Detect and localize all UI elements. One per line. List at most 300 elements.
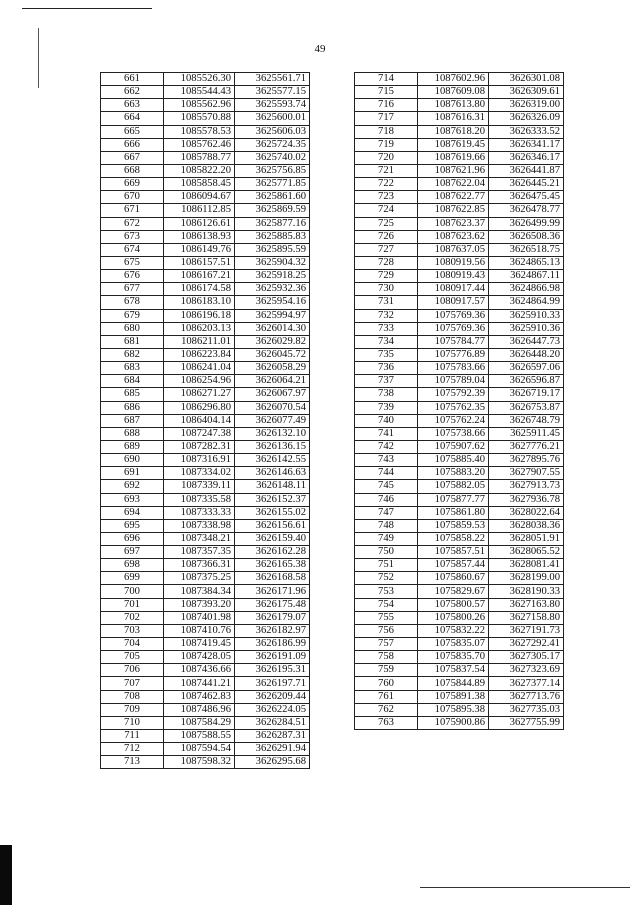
x-coordinate-cell: 1080917.57: [418, 296, 489, 309]
table-row: [101, 348, 310, 361]
table-row: [355, 703, 564, 716]
x-coordinate-cell: 1086196.18: [164, 309, 235, 322]
y-coordinate-cell: 3628199.00: [489, 572, 564, 585]
x-coordinate-cell: 1087316.91: [164, 454, 235, 467]
y-coordinate-cell: 3626168.58: [235, 572, 310, 585]
x-coordinate-cell: 1087609.08: [418, 86, 489, 99]
x-coordinate-cell: 1087588.55: [164, 730, 235, 743]
x-coordinate-cell: 1085788.77: [164, 151, 235, 164]
point-number-cell: 663: [101, 99, 164, 112]
x-coordinate-cell: 1075776.89: [418, 348, 489, 361]
table-row: [355, 480, 564, 493]
x-coordinate-cell: 1087428.05: [164, 651, 235, 664]
x-coordinate-cell: 1087334.02: [164, 467, 235, 480]
point-number-cell: 673: [101, 230, 164, 243]
x-coordinate-cell: 1087410.76: [164, 624, 235, 637]
table-row: [101, 230, 310, 243]
table-row: [355, 217, 564, 230]
table-row: [355, 73, 564, 86]
y-coordinate-cell: 3625910.36: [489, 322, 564, 335]
point-number-cell: 738: [355, 388, 418, 401]
point-number-cell: 730: [355, 283, 418, 296]
point-number-cell: 731: [355, 296, 418, 309]
y-coordinate-cell: 3626748.79: [489, 414, 564, 427]
x-coordinate-cell: 1087594.54: [164, 743, 235, 756]
table-row: [101, 204, 310, 217]
point-number-cell: 717: [355, 112, 418, 125]
y-coordinate-cell: 3626159.40: [235, 532, 310, 545]
table-row: [101, 493, 310, 506]
x-coordinate-cell: 1087623.37: [418, 217, 489, 230]
table-row: [101, 730, 310, 743]
x-coordinate-cell: 1075861.80: [418, 506, 489, 519]
x-coordinate-cell: 1085570.88: [164, 112, 235, 125]
y-coordinate-cell: 3627292.41: [489, 638, 564, 651]
x-coordinate-cell: 1086167.21: [164, 270, 235, 283]
x-coordinate-cell: 1075882.05: [418, 480, 489, 493]
x-coordinate-cell: 1085762.46: [164, 138, 235, 151]
y-coordinate-cell: 3624865.13: [489, 256, 564, 269]
x-coordinate-cell: 1087419.45: [164, 638, 235, 651]
point-number-cell: 720: [355, 151, 418, 164]
y-coordinate-cell: 3626518.75: [489, 243, 564, 256]
table-row: [101, 440, 310, 453]
y-coordinate-cell: 3626136.15: [235, 440, 310, 453]
y-coordinate-cell: 3626070.54: [235, 401, 310, 414]
table-row: [355, 204, 564, 217]
point-number-cell: 750: [355, 546, 418, 559]
x-coordinate-cell: 1087486.96: [164, 703, 235, 716]
x-coordinate-cell: 1086254.96: [164, 375, 235, 388]
y-coordinate-cell: 3626146.63: [235, 467, 310, 480]
table-row: [101, 454, 310, 467]
point-number-cell: 740: [355, 414, 418, 427]
point-number-cell: 706: [101, 664, 164, 677]
y-coordinate-cell: 3626064.21: [235, 375, 310, 388]
table-row: [355, 598, 564, 611]
x-coordinate-cell: 1086094.67: [164, 191, 235, 204]
x-coordinate-cell: 1087333.33: [164, 506, 235, 519]
table-row: [355, 532, 564, 545]
bottom-rule: [420, 887, 630, 888]
y-coordinate-cell: 3625771.85: [235, 178, 310, 191]
coordinates-table-right: [354, 72, 564, 730]
table-row: [101, 401, 310, 414]
x-coordinate-cell: 1085562.96: [164, 99, 235, 112]
point-number-cell: 754: [355, 598, 418, 611]
point-number-cell: 727: [355, 243, 418, 256]
point-number-cell: 668: [101, 164, 164, 177]
table-row: [101, 703, 310, 716]
x-coordinate-cell: 1087357.35: [164, 546, 235, 559]
table-row: [101, 375, 310, 388]
point-number-cell: 686: [101, 401, 164, 414]
x-coordinate-cell: 1075844.89: [418, 677, 489, 690]
point-number-cell: 697: [101, 546, 164, 559]
x-coordinate-cell: 1086271.27: [164, 388, 235, 401]
x-coordinate-cell: 1087338.98: [164, 519, 235, 532]
y-coordinate-cell: 3625904.32: [235, 256, 310, 269]
table-row: [355, 690, 564, 703]
y-coordinate-cell: 3627323.69: [489, 664, 564, 677]
table-row: [355, 572, 564, 585]
table-row: [101, 716, 310, 729]
point-number-cell: 680: [101, 322, 164, 335]
y-coordinate-cell: 3625918.25: [235, 270, 310, 283]
y-coordinate-cell: 3625861.60: [235, 191, 310, 204]
y-coordinate-cell: 3626162.28: [235, 546, 310, 559]
table-row: [101, 178, 310, 191]
x-coordinate-cell: 1075762.24: [418, 414, 489, 427]
point-number-cell: 683: [101, 362, 164, 375]
table-row: [101, 572, 310, 585]
point-number-cell: 716: [355, 99, 418, 112]
y-coordinate-cell: 3627713.76: [489, 690, 564, 703]
x-coordinate-cell: 1075783.66: [418, 362, 489, 375]
point-number-cell: 736: [355, 362, 418, 375]
y-coordinate-cell: 3626508.36: [489, 230, 564, 243]
y-coordinate-cell: 3625740.02: [235, 151, 310, 164]
point-number-cell: 751: [355, 559, 418, 572]
point-number-cell: 714: [355, 73, 418, 86]
table-row: [355, 178, 564, 191]
table-row: [355, 375, 564, 388]
y-coordinate-cell: 3626309.61: [489, 86, 564, 99]
point-number-cell: 742: [355, 440, 418, 453]
point-number-cell: 734: [355, 335, 418, 348]
y-coordinate-cell: 3625954.16: [235, 296, 310, 309]
y-coordinate-cell: 3626209.44: [235, 690, 310, 703]
table-row: [101, 638, 310, 651]
x-coordinate-cell: 1087441.21: [164, 677, 235, 690]
x-coordinate-cell: 1075891.38: [418, 690, 489, 703]
table-row: [355, 348, 564, 361]
y-coordinate-cell: 3626448.20: [489, 348, 564, 361]
table-row: [101, 335, 310, 348]
y-coordinate-cell: 3626346.17: [489, 151, 564, 164]
point-number-cell: 748: [355, 519, 418, 532]
point-number-cell: 693: [101, 493, 164, 506]
x-coordinate-cell: 1086404.14: [164, 414, 235, 427]
x-coordinate-cell: 1087622.85: [418, 204, 489, 217]
table-row: [355, 322, 564, 335]
table-row: [101, 86, 310, 99]
table-row: [101, 296, 310, 309]
point-number-cell: 698: [101, 559, 164, 572]
y-coordinate-cell: 3626175.48: [235, 598, 310, 611]
table-row: [101, 546, 310, 559]
table-row: [355, 151, 564, 164]
y-coordinate-cell: 3627158.80: [489, 611, 564, 624]
x-coordinate-cell: 1075835.70: [418, 651, 489, 664]
point-number-cell: 749: [355, 532, 418, 545]
y-coordinate-cell: 3626182.97: [235, 624, 310, 637]
x-coordinate-cell: 1075784.77: [418, 335, 489, 348]
table-row: [355, 362, 564, 375]
x-coordinate-cell: 1087637.05: [418, 243, 489, 256]
y-coordinate-cell: 3626719.17: [489, 388, 564, 401]
point-number-cell: 732: [355, 309, 418, 322]
table-row: [101, 756, 310, 769]
table-row: [355, 125, 564, 138]
table-row: [355, 519, 564, 532]
y-coordinate-cell: 3625606.03: [235, 125, 310, 138]
y-coordinate-cell: 3626753.87: [489, 401, 564, 414]
table-row: [355, 243, 564, 256]
y-coordinate-cell: 3626445.21: [489, 178, 564, 191]
x-coordinate-cell: 1087623.62: [418, 230, 489, 243]
table-row: [355, 309, 564, 322]
point-number-cell: 746: [355, 493, 418, 506]
y-coordinate-cell: 3625756.85: [235, 164, 310, 177]
y-coordinate-cell: 3626179.07: [235, 611, 310, 624]
y-coordinate-cell: 3626132.10: [235, 427, 310, 440]
point-number-cell: 672: [101, 217, 164, 230]
point-number-cell: 671: [101, 204, 164, 217]
point-number-cell: 725: [355, 217, 418, 230]
point-number-cell: 670: [101, 191, 164, 204]
table-row: [101, 138, 310, 151]
x-coordinate-cell: 1087401.98: [164, 611, 235, 624]
y-coordinate-cell: 3626475.45: [489, 191, 564, 204]
x-coordinate-cell: 1087616.31: [418, 112, 489, 125]
y-coordinate-cell: 3628190.33: [489, 585, 564, 598]
x-coordinate-cell: 1086174.58: [164, 283, 235, 296]
y-coordinate-cell: 3626341.17: [489, 138, 564, 151]
table-row: [355, 112, 564, 125]
x-coordinate-cell: 1085858.45: [164, 178, 235, 191]
table-row: [101, 427, 310, 440]
point-number-cell: 711: [101, 730, 164, 743]
table-row: [101, 151, 310, 164]
y-coordinate-cell: 3628081.41: [489, 559, 564, 572]
y-coordinate-cell: 3627776.21: [489, 440, 564, 453]
table-row: [101, 480, 310, 493]
table-row: [355, 506, 564, 519]
table-row: [355, 677, 564, 690]
y-coordinate-cell: 3627913.73: [489, 480, 564, 493]
y-coordinate-cell: 3626045.72: [235, 348, 310, 361]
table-row: [101, 467, 310, 480]
point-number-cell: 687: [101, 414, 164, 427]
table-row: [355, 414, 564, 427]
table-row: [355, 335, 564, 348]
y-coordinate-cell: 3626597.06: [489, 362, 564, 375]
table-row: [355, 283, 564, 296]
point-number-cell: 684: [101, 375, 164, 388]
table-row: [101, 283, 310, 296]
point-number-cell: 709: [101, 703, 164, 716]
y-coordinate-cell: 3626156.61: [235, 519, 310, 532]
y-coordinate-cell: 3625869.59: [235, 204, 310, 217]
point-number-cell: 689: [101, 440, 164, 453]
x-coordinate-cell: 1085526.30: [164, 73, 235, 86]
point-number-cell: 677: [101, 283, 164, 296]
point-number-cell: 666: [101, 138, 164, 151]
table-row: [101, 388, 310, 401]
point-number-cell: 692: [101, 480, 164, 493]
point-number-cell: 729: [355, 270, 418, 283]
y-coordinate-cell: 3625911.45: [489, 427, 564, 440]
table-row: [101, 99, 310, 112]
x-coordinate-cell: 1086211.01: [164, 335, 235, 348]
y-coordinate-cell: 3626029.82: [235, 335, 310, 348]
y-coordinate-cell: 3624866.98: [489, 283, 564, 296]
x-coordinate-cell: 1075859.53: [418, 519, 489, 532]
point-number-cell: 665: [101, 125, 164, 138]
point-number-cell: 688: [101, 427, 164, 440]
table-row: [355, 191, 564, 204]
x-coordinate-cell: 1087462.83: [164, 690, 235, 703]
x-coordinate-cell: 1087436.66: [164, 664, 235, 677]
point-number-cell: 759: [355, 664, 418, 677]
point-number-cell: 761: [355, 690, 418, 703]
point-number-cell: 690: [101, 454, 164, 467]
y-coordinate-cell: 3626287.31: [235, 730, 310, 743]
coordinates-table-left: [100, 72, 310, 769]
point-number-cell: 735: [355, 348, 418, 361]
point-number-cell: 728: [355, 256, 418, 269]
point-number-cell: 701: [101, 598, 164, 611]
table-row: [355, 99, 564, 112]
x-coordinate-cell: 1086296.80: [164, 401, 235, 414]
table-row: [101, 559, 310, 572]
y-coordinate-cell: 3626326.09: [489, 112, 564, 125]
table-row: [101, 256, 310, 269]
table-row: [355, 454, 564, 467]
x-coordinate-cell: 1087366.31: [164, 559, 235, 572]
x-coordinate-cell: 1075885.40: [418, 454, 489, 467]
table-row: [101, 651, 310, 664]
x-coordinate-cell: 1086112.85: [164, 204, 235, 217]
table-row: [101, 690, 310, 703]
point-number-cell: 682: [101, 348, 164, 361]
point-number-cell: 704: [101, 638, 164, 651]
point-number-cell: 667: [101, 151, 164, 164]
table-row: [101, 519, 310, 532]
table-row: [101, 217, 310, 230]
table-row: [355, 138, 564, 151]
point-number-cell: 762: [355, 703, 418, 716]
table-row: [101, 506, 310, 519]
x-coordinate-cell: 1087619.45: [418, 138, 489, 151]
point-number-cell: 691: [101, 467, 164, 480]
x-coordinate-cell: 1075883.20: [418, 467, 489, 480]
y-coordinate-cell: 3625724.35: [235, 138, 310, 151]
point-number-cell: 757: [355, 638, 418, 651]
y-coordinate-cell: 3627755.99: [489, 716, 564, 729]
table-row: [101, 112, 310, 125]
point-number-cell: 676: [101, 270, 164, 283]
point-number-cell: 721: [355, 164, 418, 177]
table-row: [355, 493, 564, 506]
table-row: [101, 611, 310, 624]
y-coordinate-cell: 3627191.73: [489, 624, 564, 637]
x-coordinate-cell: 1086138.93: [164, 230, 235, 243]
table-row: [101, 664, 310, 677]
x-coordinate-cell: 1087584.29: [164, 716, 235, 729]
x-coordinate-cell: 1087247.38: [164, 427, 235, 440]
x-coordinate-cell: 1075789.04: [418, 375, 489, 388]
table-row: [355, 651, 564, 664]
x-coordinate-cell: 1087619.66: [418, 151, 489, 164]
table-row: [355, 585, 564, 598]
point-number-cell: 747: [355, 506, 418, 519]
x-coordinate-cell: 1087598.32: [164, 756, 235, 769]
point-number-cell: 674: [101, 243, 164, 256]
x-coordinate-cell: 1087393.20: [164, 598, 235, 611]
table-row: [101, 585, 310, 598]
table-row: [355, 296, 564, 309]
table-row: [101, 270, 310, 283]
x-coordinate-cell: 1075792.39: [418, 388, 489, 401]
y-coordinate-cell: 3626186.99: [235, 638, 310, 651]
y-coordinate-cell: 3624864.99: [489, 296, 564, 309]
x-coordinate-cell: 1086203.13: [164, 322, 235, 335]
x-coordinate-cell: 1087282.31: [164, 440, 235, 453]
point-number-cell: 752: [355, 572, 418, 585]
binding-mark: [38, 28, 39, 88]
y-coordinate-cell: 3625895.59: [235, 243, 310, 256]
point-number-cell: 724: [355, 204, 418, 217]
y-coordinate-cell: 3626284.51: [235, 716, 310, 729]
table-row: [355, 467, 564, 480]
y-coordinate-cell: 3626499.99: [489, 217, 564, 230]
y-coordinate-cell: 3625577.15: [235, 86, 310, 99]
table-row: [355, 611, 564, 624]
y-coordinate-cell: 3626148.11: [235, 480, 310, 493]
table-row: [101, 191, 310, 204]
point-number-cell: 744: [355, 467, 418, 480]
table-row: [101, 243, 310, 256]
table-row: [355, 559, 564, 572]
x-coordinate-cell: 1075829.67: [418, 585, 489, 598]
y-coordinate-cell: 3625910.33: [489, 309, 564, 322]
y-coordinate-cell: 3625593.74: [235, 99, 310, 112]
point-number-cell: 760: [355, 677, 418, 690]
x-coordinate-cell: 1087622.77: [418, 191, 489, 204]
x-coordinate-cell: 1087335.58: [164, 493, 235, 506]
point-number-cell: 700: [101, 585, 164, 598]
x-coordinate-cell: 1075800.57: [418, 598, 489, 611]
point-number-cell: 707: [101, 677, 164, 690]
point-number-cell: 708: [101, 690, 164, 703]
x-coordinate-cell: 1075835.07: [418, 638, 489, 651]
y-coordinate-cell: 3625877.16: [235, 217, 310, 230]
x-coordinate-cell: 1086149.76: [164, 243, 235, 256]
x-coordinate-cell: 1086241.04: [164, 362, 235, 375]
table-row: [101, 309, 310, 322]
x-coordinate-cell: 1080919.56: [418, 256, 489, 269]
table-row: [355, 638, 564, 651]
y-coordinate-cell: 3627895.76: [489, 454, 564, 467]
page-number: 49: [314, 43, 326, 55]
scan-corner-mark: [0, 845, 12, 905]
x-coordinate-cell: 1075860.67: [418, 572, 489, 585]
point-number-cell: 745: [355, 480, 418, 493]
point-number-cell: 694: [101, 506, 164, 519]
y-coordinate-cell: 3626142.55: [235, 454, 310, 467]
x-coordinate-cell: 1087613.80: [418, 99, 489, 112]
table-row: [101, 322, 310, 335]
y-coordinate-cell: 3628065.52: [489, 546, 564, 559]
x-coordinate-cell: 1075900.86: [418, 716, 489, 729]
y-coordinate-cell: 3626191.09: [235, 651, 310, 664]
point-number-cell: 753: [355, 585, 418, 598]
point-number-cell: 763: [355, 716, 418, 729]
x-coordinate-cell: 1086157.51: [164, 256, 235, 269]
y-coordinate-cell: 3625600.01: [235, 112, 310, 125]
